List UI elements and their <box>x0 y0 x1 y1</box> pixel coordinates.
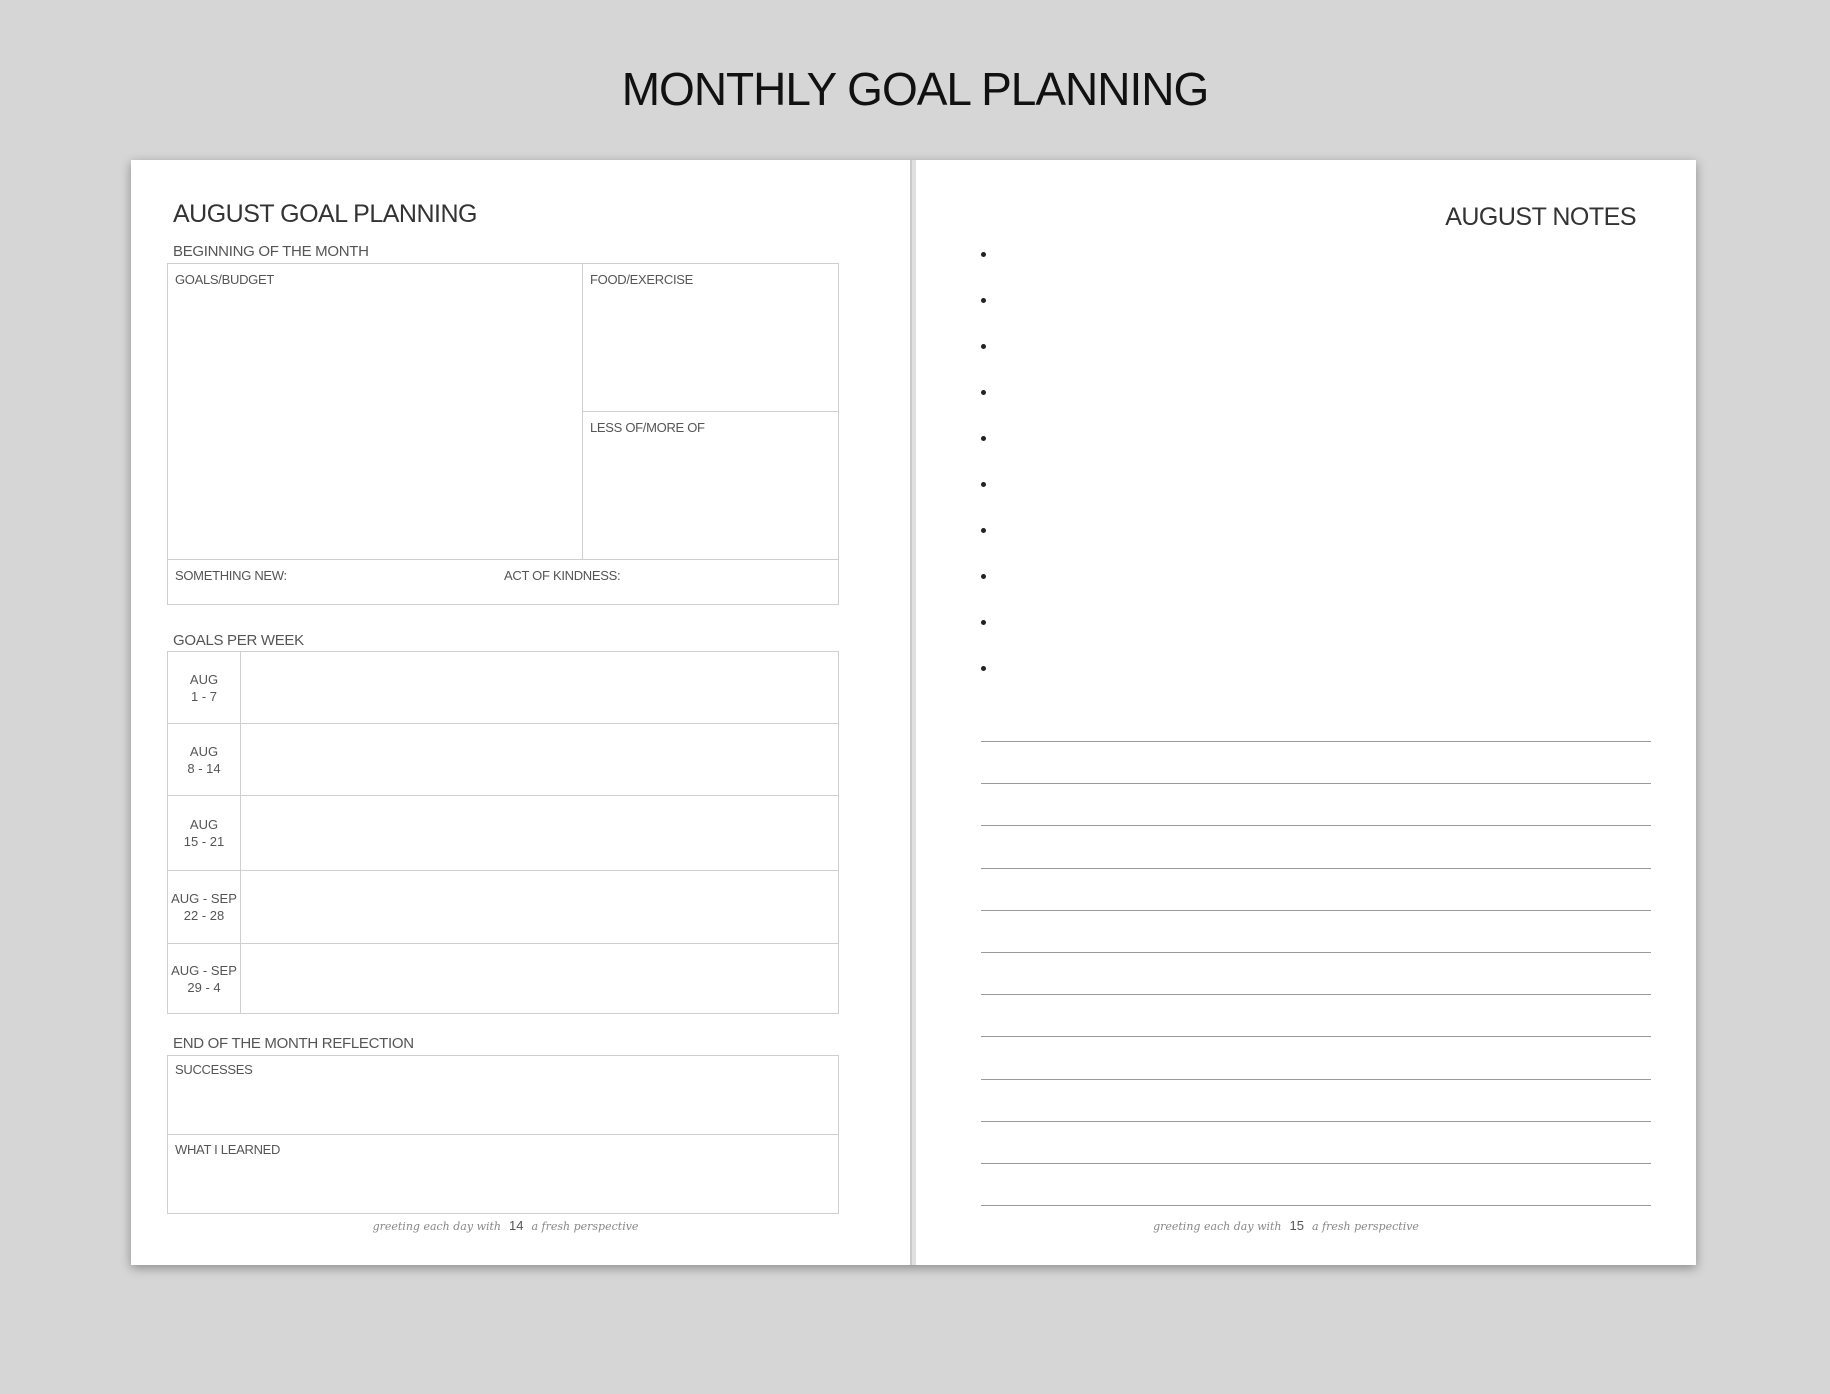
left-page-footer <box>116 1218 895 1233</box>
week-days: 8 - 14 <box>187 760 221 776</box>
food-less-divider <box>582 411 838 412</box>
bullet-point <box>981 528 986 533</box>
note-line <box>981 952 1651 953</box>
note-line <box>981 910 1651 911</box>
bullet-point <box>981 390 986 395</box>
note-line <box>981 868 1651 869</box>
week-month: AUG <box>189 743 219 759</box>
beginning-box <box>167 263 839 605</box>
right-page <box>916 160 1696 1265</box>
bullet-point <box>981 574 986 579</box>
note-line <box>981 1079 1651 1080</box>
week-days: 22 - 28 <box>183 908 225 923</box>
week-label <box>168 796 241 870</box>
less-more-label: LESS OF/MORE OF <box>590 420 705 435</box>
goals-budget-label: GOALS/BUDGET <box>175 272 274 287</box>
week-days: 1 - 7 <box>190 688 217 704</box>
note-line <box>981 1121 1651 1122</box>
week-month: AUG <box>189 817 219 832</box>
note-line <box>981 1163 1651 1164</box>
bullet-point <box>981 482 986 487</box>
week-label <box>168 871 241 943</box>
reflection-box <box>167 1055 839 1214</box>
beginning-section-label: BEGINNING OF THE MONTH <box>173 243 369 260</box>
something-new-label: SOMETHING NEW: <box>175 568 287 583</box>
bullet-point <box>981 298 986 303</box>
week-label <box>168 652 241 723</box>
week-month: AUG - SEP <box>171 962 237 978</box>
planner-spread <box>131 160 1696 1265</box>
footer-tagline-right: a fresh perspective <box>1311 1220 1419 1233</box>
footer-tagline-right: a fresh perspective <box>531 1220 639 1233</box>
week-label <box>168 724 241 795</box>
page-title: MONTHLY GOAL PLANNING <box>621 63 1209 115</box>
left-page-title: AUGUST GOAL PLANNING <box>173 200 477 228</box>
week-row <box>168 796 838 871</box>
week-month: AUG - SEP <box>171 891 237 906</box>
week-month: AUG <box>189 671 219 687</box>
week-row <box>168 944 838 1013</box>
food-exercise-label: FOOD/EXERCISE <box>590 272 694 287</box>
page-number: 15 <box>1289 1218 1304 1233</box>
bullet-point <box>981 344 986 349</box>
note-line <box>981 1205 1651 1206</box>
notes-title: AUGUST NOTES <box>1445 203 1636 231</box>
note-line <box>981 741 1651 742</box>
bullet-point <box>981 436 986 441</box>
bullet-point <box>981 620 986 625</box>
week-row <box>168 724 838 796</box>
note-line <box>981 783 1651 784</box>
footer-tagline-left: greeting each day with <box>372 1220 502 1233</box>
bottom-row-divider <box>168 559 838 560</box>
week-row <box>168 652 838 724</box>
week-days: 29 - 4 <box>187 979 221 995</box>
reflection-section-label: END OF THE MONTH REFLECTION <box>173 1035 414 1052</box>
page-number: 14 <box>509 1218 524 1233</box>
bullet-point <box>981 666 986 671</box>
bullet-point <box>981 252 986 257</box>
goals-per-week-label: GOALS PER WEEK <box>173 632 304 649</box>
right-page-footer <box>896 1218 1676 1233</box>
note-line <box>981 994 1651 995</box>
weekly-goals-table <box>167 651 839 1014</box>
successes-label: SUCCESSES <box>175 1062 253 1077</box>
act-of-kindness-label: ACT OF KINDNESS: <box>504 568 621 583</box>
what-i-learned-label: WHAT I LEARNED <box>175 1142 281 1157</box>
footer-tagline-left: greeting each day with <box>1153 1220 1282 1233</box>
week-label <box>168 944 241 1013</box>
week-days: 15 - 21 <box>183 834 225 849</box>
left-page <box>131 160 912 1265</box>
note-line <box>981 1036 1651 1037</box>
reflection-divider <box>168 1134 838 1135</box>
note-line <box>981 825 1651 826</box>
week-row <box>168 871 838 944</box>
